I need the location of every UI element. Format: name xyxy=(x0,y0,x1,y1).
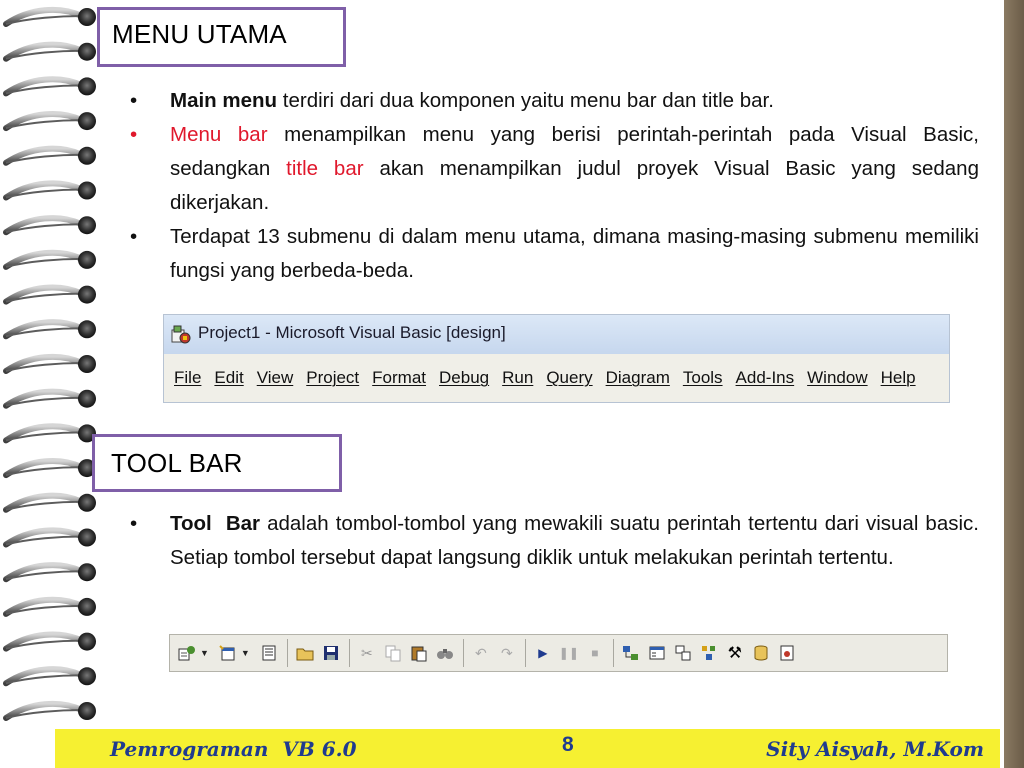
find-icon[interactable] xyxy=(434,642,456,664)
toolbar-separator xyxy=(287,639,288,667)
vb-menu-run[interactable]: Run xyxy=(502,368,534,387)
data-view-icon[interactable] xyxy=(750,642,772,664)
object-browser-icon[interactable] xyxy=(698,642,720,664)
bullet-menu-bar xyxy=(130,118,979,220)
properties-window-icon[interactable] xyxy=(646,642,668,664)
bullet-submenu xyxy=(130,220,979,288)
dropdown-arrow-icon[interactable]: ▼ xyxy=(240,648,250,658)
end-icon[interactable]: ■ xyxy=(591,646,599,660)
binding-ring xyxy=(6,702,96,720)
dropdown-arrow-icon[interactable]: ▼ xyxy=(200,648,209,658)
vb-menu-bar xyxy=(174,368,916,388)
redo-icon[interactable]: ↷ xyxy=(500,644,513,661)
binding-ring xyxy=(6,8,96,26)
toolbar-separator xyxy=(349,639,350,667)
vb-menu-query[interactable]: Query xyxy=(546,368,593,387)
binding-ring xyxy=(6,459,96,477)
binding-ring xyxy=(6,667,96,685)
vb-menu-window[interactable]: Window xyxy=(807,368,868,387)
add-project-icon[interactable] xyxy=(176,642,198,664)
binding-ring xyxy=(6,355,96,373)
vb-menu-debug[interactable]: Debug xyxy=(439,368,490,387)
bullet-dot: • xyxy=(130,123,138,146)
vb-toolbar-screenshot xyxy=(169,634,948,672)
vb-menu-diagram[interactable]: Diagram xyxy=(605,368,670,387)
tool-bar-header-box xyxy=(92,434,342,492)
tool-bar-bold: Tool Bar xyxy=(170,512,261,535)
break-icon[interactable]: ❚❚ xyxy=(558,646,579,660)
save-project-icon[interactable] xyxy=(320,642,342,664)
tool-bar-text: adalah tombol-tombol yang mewakili suatu perintah tertentu dari visual basic. Setiap tombol tersebut dapat langsung diklik untuk melakukan perintah tertentu. xyxy=(170,512,979,569)
tool-bar-bullets xyxy=(130,507,979,575)
binding-ring xyxy=(6,77,96,95)
binding-ring xyxy=(6,320,96,338)
toolbox-icon[interactable]: ⚒ xyxy=(727,645,743,662)
vb-menu-edit[interactable]: Edit xyxy=(214,368,244,387)
tool-bar-title: TOOL BAR xyxy=(111,448,243,478)
binding-ring xyxy=(6,633,96,651)
vb-title-text: Project1 - Microsoft Visual Basic [design] xyxy=(198,323,506,342)
binding-ring xyxy=(6,563,96,581)
footer-course: Pemrograman VB 6.0 xyxy=(110,737,357,761)
submenu-text: Terdapat 13 submenu di dalam menu utama, dimana masing-masing submenu memiliki fungsi yang berbeda-beda. xyxy=(170,225,979,282)
vb-window-screenshot xyxy=(163,314,950,403)
right-border xyxy=(1004,0,1024,768)
binding-ring xyxy=(6,286,96,304)
copy-icon[interactable] xyxy=(382,642,404,664)
bullet-dot: • xyxy=(130,512,138,535)
bullet-dot: • xyxy=(130,89,138,112)
bullet-main-menu xyxy=(130,84,979,118)
menu-utama-title: MENU UTAMA xyxy=(112,19,287,49)
vb-menu-tools[interactable]: Tools xyxy=(682,368,723,387)
binding-ring xyxy=(6,529,96,547)
binding-ring xyxy=(6,598,96,616)
menu-bar-text: menampilkan menu yang berisi perintah-perintah pada Visual Basic, sedangkan xyxy=(170,123,979,180)
toolbar-separator xyxy=(463,639,464,667)
vb-menu-add-ins[interactable]: Add-Ins xyxy=(735,368,795,387)
binding-ring xyxy=(6,43,96,61)
bullet-dot: • xyxy=(130,225,138,248)
footer-author: Sity Aisyah, M.Kom xyxy=(766,737,984,761)
title-bar-term: title bar xyxy=(286,157,364,180)
add-form-icon[interactable] xyxy=(217,642,239,664)
spiral-binding xyxy=(0,0,105,740)
binding-ring xyxy=(6,494,96,512)
menu-editor-icon[interactable] xyxy=(258,642,280,664)
vb-menu-view[interactable]: View xyxy=(256,368,294,387)
bullet-tool-bar xyxy=(130,507,979,575)
menu-utama-header-box xyxy=(97,7,346,67)
paste-icon[interactable] xyxy=(408,642,430,664)
vb-menu-help[interactable]: Help xyxy=(880,368,916,387)
form-layout-icon[interactable] xyxy=(672,642,694,664)
vb-menu-format[interactable]: Format xyxy=(372,368,427,387)
vb-project-icon xyxy=(170,323,192,345)
main-menu-text: terdiri dari dua komponen yaitu menu bar dan title bar. xyxy=(277,89,774,112)
title-bar-text: akan menampilkan judul proyek Visual Basic yang sedang dikerjakan. xyxy=(170,157,979,214)
vb-menu-file[interactable]: File xyxy=(174,368,202,387)
binding-ring xyxy=(6,147,96,165)
binding-ring xyxy=(6,390,96,408)
toolbar-separator xyxy=(613,639,614,667)
menu-utama-bullets xyxy=(130,84,979,288)
toolbar-separator xyxy=(525,639,526,667)
binding-ring xyxy=(6,424,96,442)
binding-ring xyxy=(6,112,96,130)
undo-icon[interactable]: ↶ xyxy=(474,644,487,661)
menu-bar-term: Menu bar xyxy=(170,123,268,146)
main-menu-bold: Main menu xyxy=(170,89,278,112)
cut-icon[interactable]: ✂ xyxy=(360,644,373,661)
component-manager-icon[interactable] xyxy=(776,642,798,664)
binding-ring xyxy=(6,216,96,234)
open-project-icon[interactable] xyxy=(294,642,316,664)
start-icon[interactable]: ▶ xyxy=(538,646,548,660)
vb-title-bar xyxy=(164,315,949,354)
binding-ring xyxy=(6,182,96,200)
footer-bar xyxy=(55,729,1000,768)
project-explorer-icon[interactable] xyxy=(620,642,642,664)
page-number: 8 xyxy=(562,733,574,756)
vb-menu-project[interactable]: Project xyxy=(306,368,360,387)
binding-ring xyxy=(6,251,96,269)
